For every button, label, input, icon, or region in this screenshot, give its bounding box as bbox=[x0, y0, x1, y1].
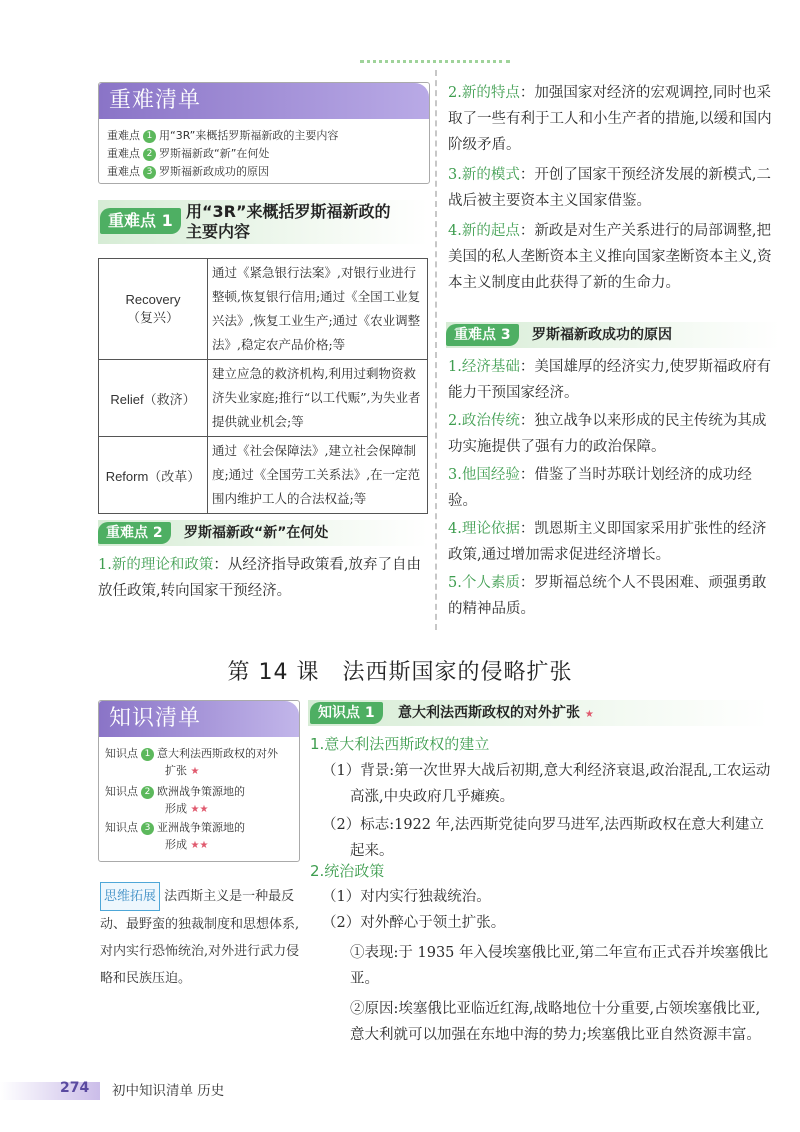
table-key-cell: Relief（救济） bbox=[99, 360, 208, 437]
difficulty-summary-title: 重难清单 bbox=[99, 83, 429, 119]
page-number: 274 bbox=[60, 1080, 90, 1096]
list-item: 1.经济基础：美国雄厚的经济实力,使罗斯福政府有能力干预国家经济。 bbox=[448, 359, 771, 401]
list-item: 4.新的起点：新政是对生产关系进行的局部调整,把美国的私人垄断资本主义推向国家垄断资本主义,资本主义制度由此获得了新的生命力。 bbox=[448, 223, 772, 291]
section-1-list bbox=[322, 758, 772, 864]
thinking-extension-text: 法西斯主义是一种最反动、最野蛮的独裁制度和思想体系,对内实行恐怖统治,对外进行武力侵略和民族压迫。 bbox=[100, 889, 300, 986]
summary-item: 知识点 1 意大利法西斯政权的对外 扩张 ★ bbox=[105, 747, 278, 777]
table-key-cell: Recovery （复兴） bbox=[99, 259, 208, 360]
key-point-1-tag: 重难点 1 bbox=[100, 208, 181, 234]
list-item: ②原因:埃塞俄比亚临近红海,战略地位十分重要,占领埃塞俄比亚,意大利就可以加强在东地中海的势力;埃塞俄比亚自然资源丰富。 bbox=[350, 1001, 761, 1043]
knowledge-point-1-title: 意大利法西斯政权的对外扩张 ★ bbox=[398, 705, 594, 721]
list-item: 3.新的模式：开创了国家干预经济发展的新模式,二战后被主要资本主义国家借鉴。 bbox=[448, 167, 771, 209]
knowledge-point-1-tag: 知识点 1 bbox=[310, 702, 383, 724]
table-value-cell: 通过《社会保障法》,建立社会保障制度;通过《全国劳工关系法》,在一定范围内维护工人的合法权益;等 bbox=[208, 437, 428, 514]
table-row bbox=[99, 437, 428, 514]
lesson-title: 第 14 课 法西斯国家的侵略扩张 bbox=[227, 660, 573, 685]
list-item: （2）标志:1922 年,法西斯党徒向罗马进军,法西斯政权在意大利建立起来。 bbox=[322, 817, 764, 859]
summary-item: 重难点 2 罗斯福新政“新”在何处 bbox=[107, 147, 270, 160]
column-divider bbox=[435, 70, 437, 630]
footer-text: 初中知识清单 历史 bbox=[112, 1083, 225, 1099]
section-2-list bbox=[322, 884, 772, 1048]
list-item: （2）对外醉心于领土扩张。 bbox=[322, 915, 506, 931]
list-item: （1）背景:第一次世界大战后初期,意大利经济衰退,政治混乱,工农运动高涨,中央政府几乎瘫痪。 bbox=[322, 763, 771, 805]
section-heading: 1.意大利法西斯政权的建立 bbox=[310, 735, 490, 753]
summary-item: 重难点 1 用“3R”来概括罗斯福新政的主要内容 bbox=[107, 129, 339, 142]
key-point-2-title: 罗斯福新政“新”在何处 bbox=[184, 525, 329, 541]
table-row bbox=[99, 259, 428, 360]
table-value-cell: 建立应急的救济机构,利用过剩物资救济失业家庭;推行“以工代赈”,为失业者提供就业机会;等 bbox=[208, 360, 428, 437]
summary-item: 重难点 3 罗斯福新政成功的原因 bbox=[107, 165, 269, 178]
list-item: 2.政治传统：独立战争以来形成的民主传统为其成功实施提供了强有力的政治保障。 bbox=[448, 413, 767, 455]
summary-item: 知识点 3 亚洲战争策源地的 形成 ★★ bbox=[105, 821, 245, 851]
difficulty-summary-box bbox=[98, 82, 430, 184]
list-item: 3.他国经验：借鉴了当时苏联计划经济的成功经验。 bbox=[448, 467, 752, 509]
list-item: 2.新的特点：加强国家对经济的宏观调控,同时也采取了一些有利于工人和小生产者的措施,以缓和国内阶级矛盾。 bbox=[448, 85, 772, 153]
thinking-extension-box bbox=[100, 882, 300, 992]
key-point-1-title: 用“3R”来概括罗斯福新政的 主要内容 bbox=[186, 202, 391, 241]
success-reasons-list bbox=[448, 354, 778, 622]
table-value-cell: 通过《紧急银行法案》,对银行业进行整顿,恢复银行信用;通过《全国工业复兴法》,恢复工业生产;通过《农业调整法》,稳定农产品价格;等 bbox=[208, 259, 428, 360]
key-point-3-title: 罗斯福新政成功的原因 bbox=[532, 327, 672, 343]
summary-item: 知识点 2 欧洲战争策源地的 形成 ★★ bbox=[105, 785, 245, 815]
list-item: 4.理论依据：凯恩斯主义即国家采用扩张性的经济政策,通过增加需求促进经济增长。 bbox=[448, 521, 767, 563]
top-dotted-ornament bbox=[360, 60, 510, 69]
three-r-table bbox=[98, 258, 428, 514]
list-item: ①表现:于 1935 年入侵埃塞俄比亚,第二年宣布正式吞并埃塞俄比亚。 bbox=[350, 945, 769, 987]
knowledge-summary-title: 知识清单 bbox=[99, 701, 299, 737]
list-item: （1）对内实行独裁统治。 bbox=[322, 889, 491, 905]
table-row bbox=[99, 360, 428, 437]
list-item: 5.个人素质：罗斯福总统个人不畏困难、顽强勇敢的精神品质。 bbox=[448, 575, 767, 617]
thinking-extension-label: 思维拓展 bbox=[100, 882, 160, 911]
new-features-list bbox=[448, 80, 778, 296]
knowledge-summary-box bbox=[98, 700, 300, 862]
key-point-2-item: 1.新的理论和政策：从经济指导政策看,放弃了自由放任政策,转向国家干预经济。 bbox=[98, 557, 421, 599]
key-point-3-tag: 重难点 3 bbox=[446, 324, 519, 346]
section-heading: 2.统治政策 bbox=[310, 862, 385, 880]
key-point-2-tag: 重难点 2 bbox=[98, 522, 171, 544]
table-key-cell: Reform（改革） bbox=[99, 437, 208, 514]
